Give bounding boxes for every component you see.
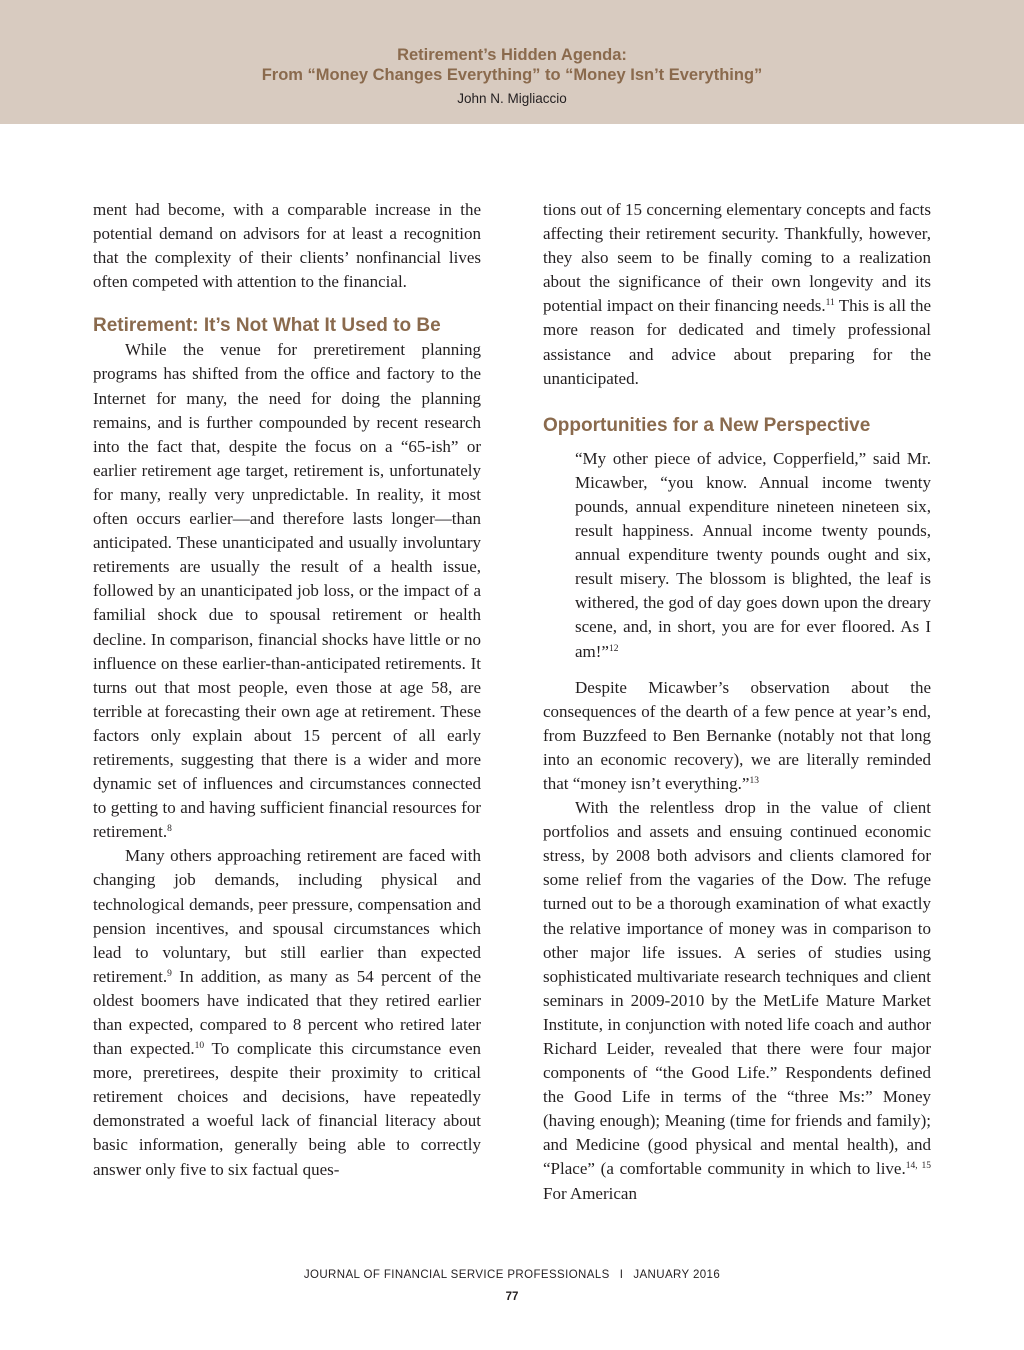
footnote-ref: 13	[749, 775, 759, 786]
footnote-ref: 14, 15	[905, 1161, 931, 1172]
paragraph-text: This is all the more reason for dedicated and timely professional assistance and advice about preparing for the unanticipated.	[543, 296, 931, 388]
paragraph-text: tions out of 15 concerning elementary concepts and facts affecting their retirement security. Thankfully, however, they also seem to be finally coming to a realization about the significance of their own longevity and its potential impact on their financing needs.	[543, 200, 931, 316]
paragraph-text: While the venue for preretirement planning programs has shifted from the office and factory to the Internet for many, the need for doing the planning remains, and is further compounded by recent research into the fact that, despite the focus on a “65-ish” or earlier retirement age target, retirement is, unfortunately for many, really very unpredictable. In reality, it most often occurs earlier—and therefore lasts longer—than anticipated. These unanticipated and usually involuntary retirements are usually the result of a health issue, followed by an unanticipated job loss, or the impact of a familial shock due to spousal retirement or health decline. In comparison, financial shocks have little or no influence on these earlier-than-anticipated retirements. It turns out that most people, even those at age 58, are terrible at forecasting their own age at retirement. These factors only explain about 15 percent of all early retirements, suggesting that there is a wider and more dynamic set of influences and circumstances connected to getting to and having sufficient financial resources for retirement.	[93, 340, 481, 842]
paragraph-continued	[543, 198, 931, 391]
paragraph-text: To complicate this circumstance even more, preretirees, despite their proximity to critical retirement choices and decisions, have repeatedly demonstrated a woeful lack of financial literacy about basic information, generally being able to correctly answer only five to six factual ques-	[93, 1039, 481, 1179]
block-quote	[575, 447, 931, 664]
quote-text	[575, 447, 931, 664]
issue-date: JANUARY 2016	[633, 1269, 721, 1281]
footnote-ref: 12	[608, 643, 619, 654]
paragraph	[93, 844, 481, 1181]
page-footer	[0, 1269, 1024, 1281]
page-header	[0, 0, 1024, 124]
section-heading-opportunities: Opportunities for a New Perspective	[543, 414, 871, 436]
page-number: 77	[505, 1291, 519, 1303]
left-column	[93, 198, 481, 1182]
section-heading-retirement: Retirement: It’s Not What It Used to Be	[93, 315, 441, 337]
footnote-ref: 9	[167, 968, 172, 979]
footnote-ref: 11	[825, 298, 835, 309]
footnote-ref: 8	[167, 824, 172, 835]
quote-body: “My other piece of advice, Copperfield,” said Mr. Micawber, “you know. Annual income twenty pounds, annual expenditure nineteen nineteen six, result happiness. Annual income twenty pounds, annual expenditure twenty pounds ought and six, result misery. The blossom is blighted, the leaf is withered, the god of day goes down upon the dreary scene, and, in short, you are for ever floored. As I am!”	[575, 448, 931, 661]
article-title-line-1: Retirement’s Hidden Agenda:	[397, 46, 627, 64]
right-column	[543, 198, 931, 1206]
journal-name: JOURNAL OF FINANCIAL SERVICE PROFESSIONALS	[303, 1269, 610, 1281]
paragraph	[543, 796, 931, 1206]
paragraph	[543, 676, 931, 796]
paragraph-continued: ment had become, with a comparable increase in the potential demand on advisors for at least a recognition that the complexity of their clients’ nonfinancial lives often competed with attention to the financial.	[93, 200, 481, 292]
footer-separator: I	[619, 1269, 624, 1281]
paragraph-text: Many others approaching retirement are faced with changing job demands, including physical and technological demands, peer pressure, compensation and pension incentives, and spousal circumstances which lead to voluntary, but still earlier than expected retirement.	[93, 846, 481, 986]
paragraph-text: In addition, as many as 54 percent of the oldest boomers have indicated that they retired earlier than expected, compared to 8 percent who retired later than expected.	[93, 966, 481, 1059]
paragraph	[93, 338, 481, 844]
paragraph-text: With the relentless drop in the value of client portfolios and assets and ensuing continued economic stress, by 2008 both advisors and clients clamored for some relief from the vagaries of the Dow. The refuge turned out to be a thorough examination of what exactly the relative importance of money was in comparison to other major life issues. A series of studies using sophisticated multivariate research techniques and client seminars in 2009-2010 by the MetLife Mature Market Institute, in conjunction with noted life coach and author Richard Leider, revealed that there were four major components of “the Good Life.” Respondents defined the Good Life in terms of the “three Ms:” Money (having enough); Meaning (time for friends and family); and Medicine (good physical and mental health), and “Place” (a comfortable community in which to live.	[543, 798, 931, 1179]
paragraph-text: For American	[543, 1183, 637, 1203]
paragraph-text: Despite Micawber’s observation about the consequences of the dearth of a few pence at year’s end, from Buzzfeed to Ben Bernanke (notably not that long into an economic recovery), we are literally reminded that “money isn’t everything.”	[543, 677, 931, 793]
author-name: John N. Migliaccio	[457, 91, 567, 106]
footnote-ref: 10	[194, 1041, 205, 1052]
article-title-line-2: From “Money Changes Everything” to “Money Isn’t Everything”	[261, 66, 763, 84]
